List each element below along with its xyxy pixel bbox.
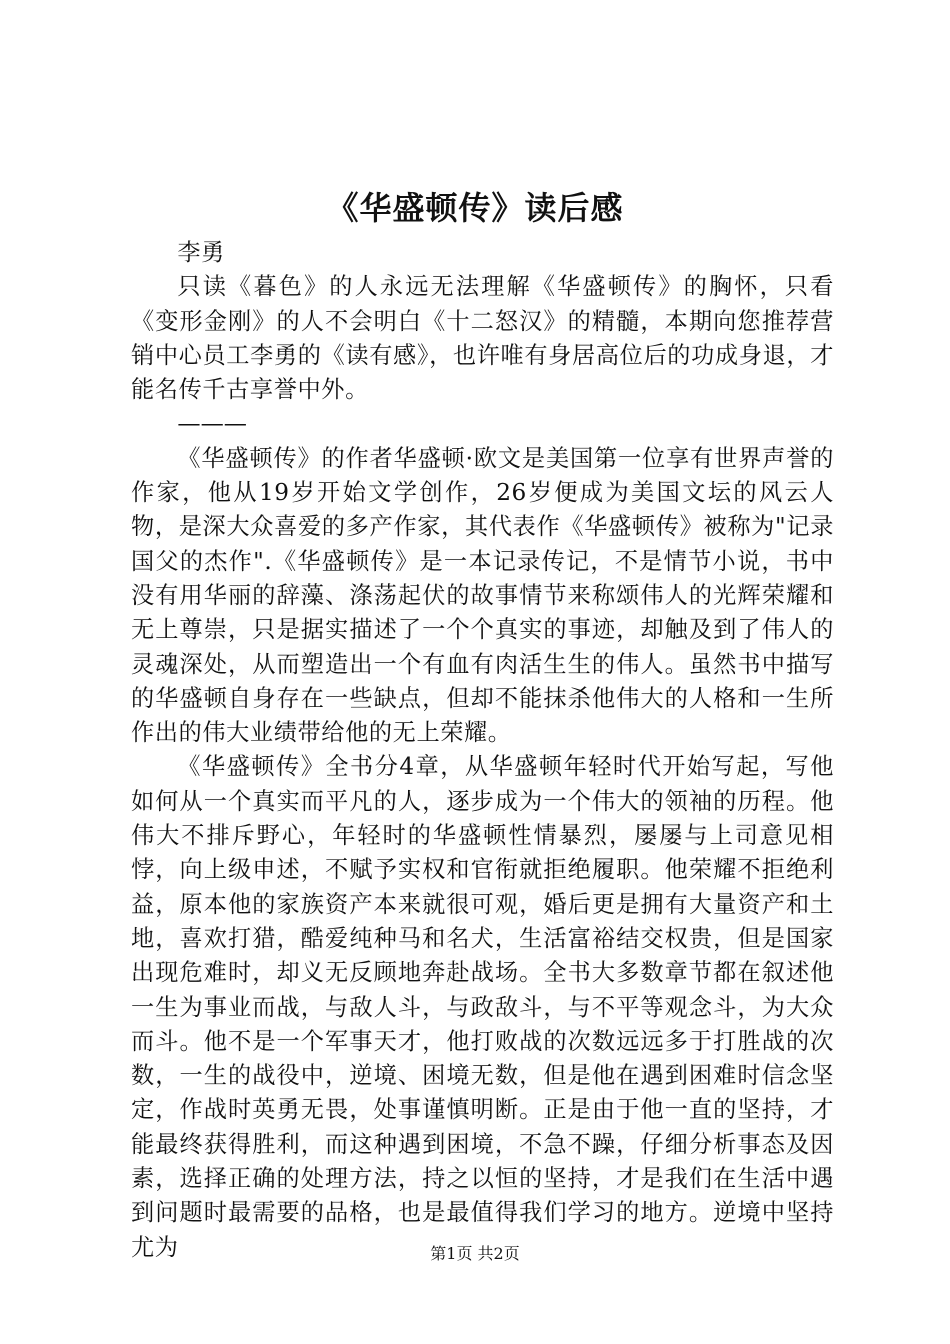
intro-paragraph: 只读《暮色》的人永远无法理解《华盛顿传》的胸怀，只看《变形金刚》的人不会明白《十二怒汉》的精髓，本期向您推荐营销中心员工李勇的《读有感》，也许唯有身居高位后的功成身退，才能名传千古享誉中外。 bbox=[131, 273, 834, 404]
body-paragraph-1: 《华盛顿传》的作者华盛顿·欧文是美国第一位享有世界声誉的作家，他从19岁开始文学创作，26岁便成为美国文坛的风云人物，是深大众喜爱的多产作家，其代表作《华盛顿传》被称为"记录国父的杰作".《华盛顿传》是一本记录传记，不是情节小说，书中没有用华丽的辞藻、涤荡起伏的故事情节来称颂伟人的光辉荣耀和无上尊崇，只是据实描述了一个个真实的事迹，却触及到了伟人的灵魂深处，从而塑造出一个有血有肉活生生的伟人。虽然书中描写的华盛顿自身存在一些缺点，但却不能抹杀他伟大的人格和一生所作出的伟大业绩带给他的无上荣耀。 bbox=[131, 444, 834, 747]
section-divider: ——— bbox=[177, 410, 247, 438]
page-footer: 第1页 共2页 bbox=[430, 1244, 520, 1263]
author-name: 李勇 bbox=[177, 239, 225, 266]
document-title: 《华盛顿传》读后感 bbox=[326, 189, 624, 227]
body-paragraph-2: 《华盛顿传》全书分4章，从华盛顿年轻时代开始写起，写他如何从一个真实而平凡的人，逐步成为一个伟大的领袖的历程。他伟大不排斥野心，年轻时的华盛顿性情暴烈，屡屡与上司意见相悖，向上级申述，不赋予实权和官衔就拒绝履职。他荣耀不拒绝利益，原本他的家族资产本来就很可观，婚后更是拥有大量资产和土地，喜欢打猎，酷爱纯种马和名犬，生活富裕结交权贵，但是国家出现危难时，却义无反顾地奔赴战场。全书大多数章节都在叙述他一生为事业而战，与敌人斗，与政敌斗，与不平等观念斗，为大众而斗。他不是一个军事天才，他打败战的次数远远多于打胜战的次数，一生的战役中，逆境、困境无数，但是他在遇到困难时信念坚定，作战时英勇无畏，处事谨慎明断。正是由于他一直的坚持，才能最终获得胜利，而这种遇到困境，不急不躁，仔细分析事态及因素，选择正确的处理方法，持之以恒的坚持，才是我们在生活中遇到问题时最需要的品格，也是最值得我们学习的地方。逆境中坚持尤为 bbox=[131, 753, 834, 1261]
document-body bbox=[131, 236, 834, 1265]
